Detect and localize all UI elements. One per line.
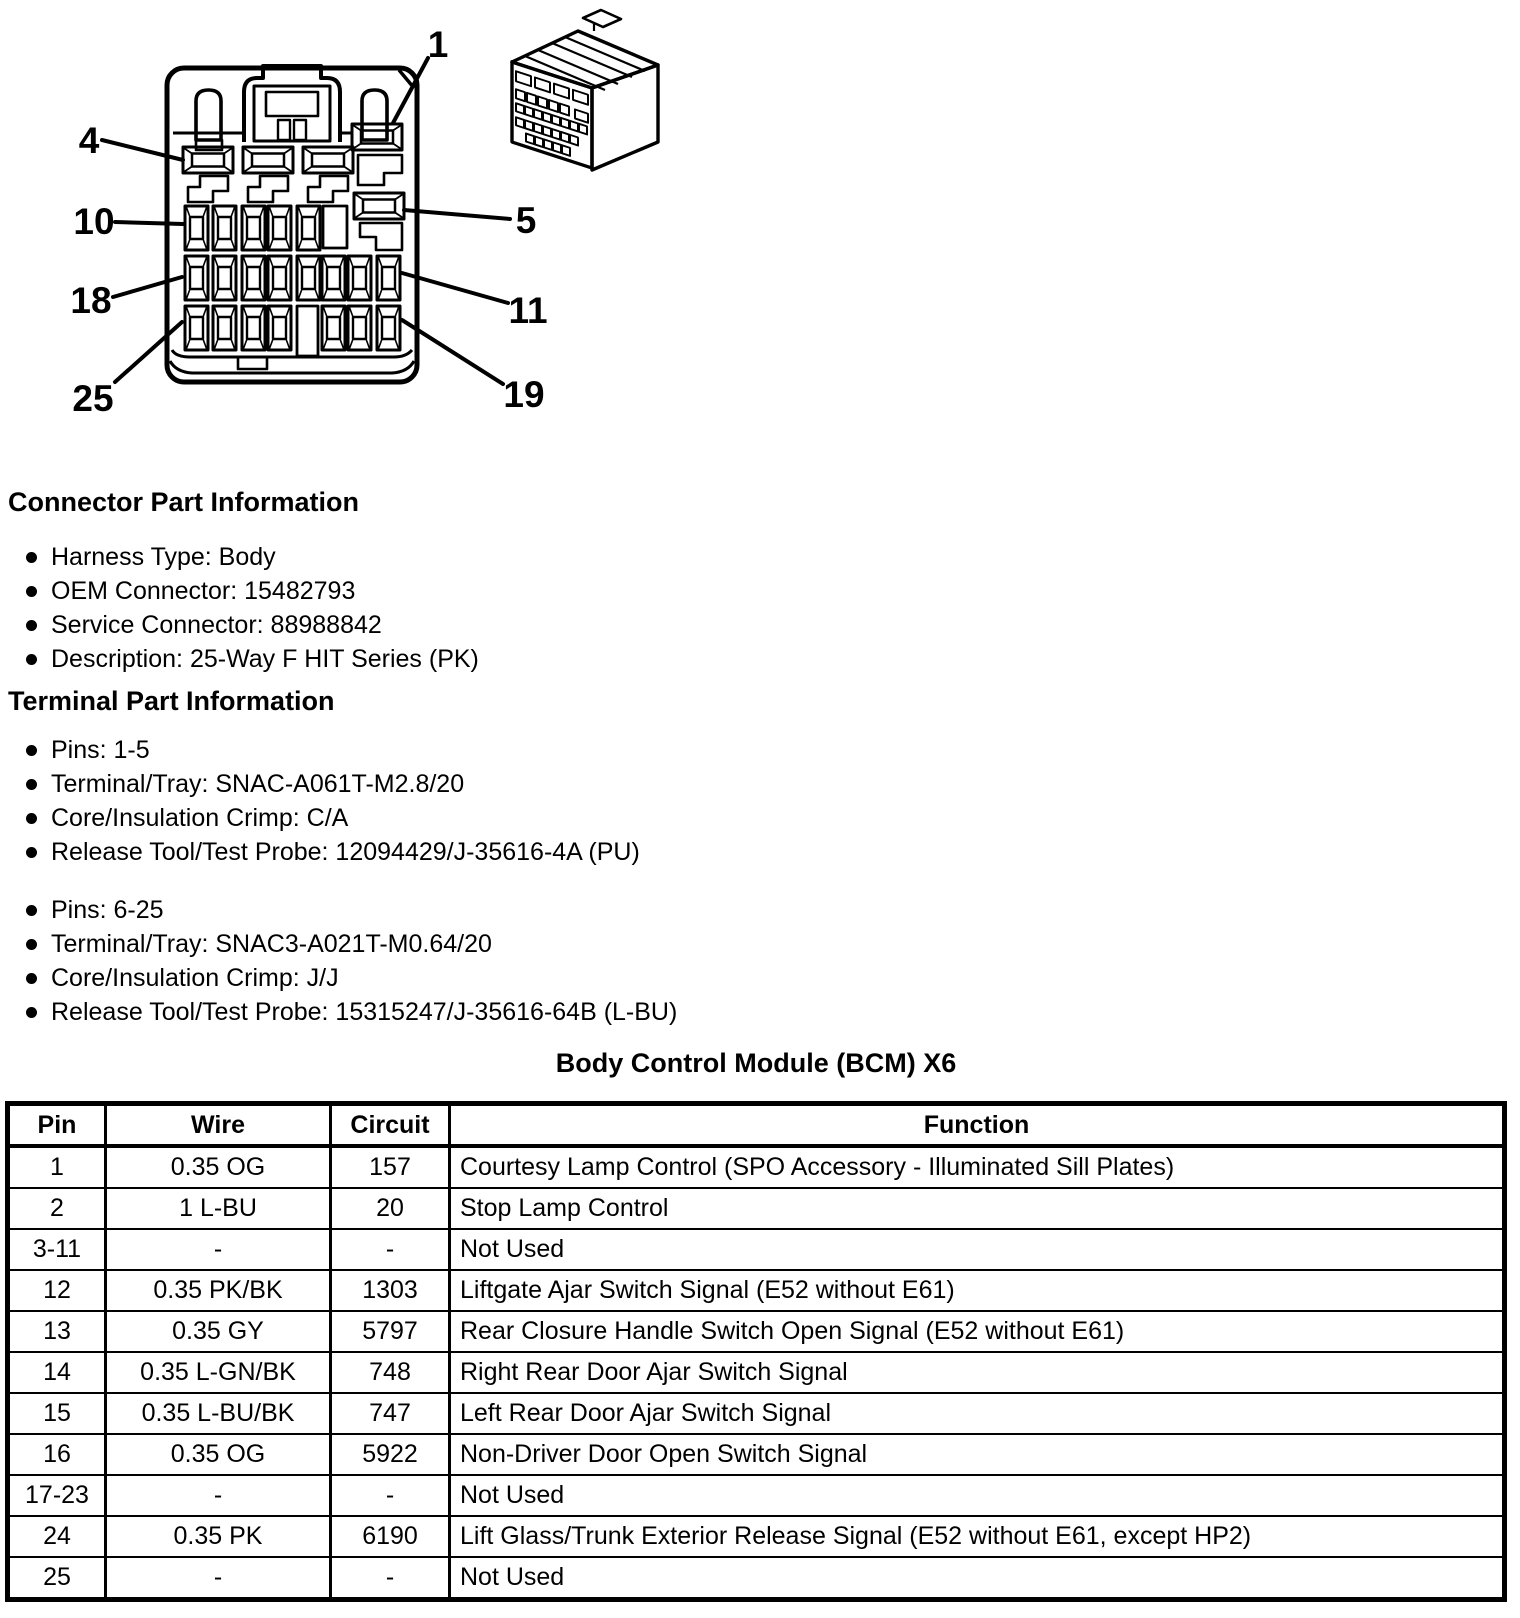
list-item bbox=[0, 995, 677, 1029]
cell-pin: 1 bbox=[8, 1146, 106, 1188]
bullet-dot-icon bbox=[26, 654, 37, 665]
cell-function: Non-Driver Door Open Switch Signal bbox=[450, 1434, 1505, 1475]
cell-circuit: 5797 bbox=[331, 1311, 450, 1352]
bullet-text: Release Tool/Test Probe: 12094429/J-35616-4A (PU) bbox=[51, 837, 640, 866]
column-header-pin: Pin bbox=[8, 1104, 106, 1147]
callout-leader-lines bbox=[102, 58, 510, 384]
table-row bbox=[8, 1311, 1505, 1352]
list-item bbox=[0, 927, 677, 961]
terminal-info-list-pins-1-5 bbox=[0, 733, 640, 869]
cell-function: Left Rear Door Ajar Switch Signal bbox=[450, 1393, 1505, 1434]
list-item bbox=[0, 642, 479, 676]
column-header-wire: Wire bbox=[106, 1104, 331, 1147]
cell-function: Lift Glass/Trunk Exterior Release Signal (E52 without E61, except HP2) bbox=[450, 1516, 1505, 1557]
cell-circuit: 6190 bbox=[331, 1516, 450, 1557]
cell-circuit: 20 bbox=[331, 1188, 450, 1229]
table-row bbox=[8, 1188, 1505, 1229]
cell-function: Not Used bbox=[450, 1229, 1505, 1270]
cell-function: Not Used bbox=[450, 1475, 1505, 1516]
list-item bbox=[0, 893, 677, 927]
cell-wire: 0.35 L-GN/BK bbox=[106, 1352, 331, 1393]
cell-wire: 0.35 L-BU/BK bbox=[106, 1393, 331, 1434]
cell-pin: 14 bbox=[8, 1352, 106, 1393]
bullet-dot-icon bbox=[26, 620, 37, 631]
cell-pin: 25 bbox=[8, 1557, 106, 1600]
cell-pin: 17-23 bbox=[8, 1475, 106, 1516]
cell-pin: 3-11 bbox=[8, 1229, 106, 1270]
connector-pinout-diagram bbox=[0, 0, 700, 440]
cell-circuit: 157 bbox=[331, 1146, 450, 1188]
table-row bbox=[8, 1393, 1505, 1434]
list-item bbox=[0, 574, 479, 608]
bullet-text: Core/Insulation Crimp: J/J bbox=[51, 963, 339, 992]
cell-wire: 0.35 PK bbox=[106, 1516, 331, 1557]
table-row bbox=[8, 1475, 1505, 1516]
cell-wire: 0.35 OG bbox=[106, 1434, 331, 1475]
cell-pin: 12 bbox=[8, 1270, 106, 1311]
cell-function: Right Rear Door Ajar Switch Signal bbox=[450, 1352, 1505, 1393]
bullet-text: Service Connector: 88988842 bbox=[51, 610, 382, 639]
bullet-dot-icon bbox=[26, 779, 37, 790]
pin-callout-19: 19 bbox=[503, 374, 545, 415]
cell-function: Not Used bbox=[450, 1557, 1505, 1600]
cell-wire: 0.35 PK/BK bbox=[106, 1270, 331, 1311]
pin-table-title: Body Control Module (BCM) X6 bbox=[555, 1048, 957, 1078]
column-header-function: Function bbox=[450, 1104, 1505, 1147]
pin-callout-25: 25 bbox=[72, 378, 114, 419]
column-header-circuit: Circuit bbox=[331, 1104, 450, 1147]
cell-function: Stop Lamp Control bbox=[450, 1188, 1505, 1229]
list-item bbox=[0, 835, 640, 869]
bullet-dot-icon bbox=[26, 552, 37, 563]
bullet-dot-icon bbox=[26, 905, 37, 916]
list-item bbox=[0, 733, 640, 767]
cell-pin: 16 bbox=[8, 1434, 106, 1475]
list-item bbox=[0, 801, 640, 835]
terminal-part-info-heading: Terminal Part Information bbox=[8, 686, 335, 716]
terminal-info-list-pins-6-25 bbox=[0, 893, 677, 1029]
cell-wire: - bbox=[106, 1557, 331, 1600]
list-item bbox=[0, 540, 479, 574]
cell-circuit: 748 bbox=[331, 1352, 450, 1393]
bullet-text: Pins: 6-25 bbox=[51, 895, 164, 924]
cell-wire: - bbox=[106, 1229, 331, 1270]
table-row bbox=[8, 1146, 1505, 1188]
bullet-text: Pins: 1-5 bbox=[51, 735, 150, 764]
pin-callout-5: 5 bbox=[515, 200, 537, 241]
table-row bbox=[8, 1229, 1505, 1270]
bullet-text: Description: 25-Way F HIT Series (PK) bbox=[51, 644, 479, 673]
table-header-row bbox=[8, 1104, 1505, 1147]
bullet-text: Release Tool/Test Probe: 15315247/J-35616-64B (L-BU) bbox=[51, 997, 678, 1026]
cell-pin: 13 bbox=[8, 1311, 106, 1352]
bullet-dot-icon bbox=[26, 847, 37, 858]
cell-circuit: 747 bbox=[331, 1393, 450, 1434]
bullet-text: Harness Type: Body bbox=[51, 542, 276, 571]
connector-3d-view bbox=[512, 10, 658, 170]
pin-function-table bbox=[5, 1101, 1507, 1602]
table-row bbox=[8, 1516, 1505, 1557]
table-row bbox=[8, 1557, 1505, 1600]
pin-callout-10: 10 bbox=[73, 201, 115, 242]
bullet-text: OEM Connector: 15482793 bbox=[51, 576, 356, 605]
bullet-dot-icon bbox=[26, 586, 37, 597]
cell-circuit: - bbox=[331, 1229, 450, 1270]
list-item bbox=[0, 767, 640, 801]
cell-circuit: - bbox=[331, 1475, 450, 1516]
cell-function: Courtesy Lamp Control (SPO Accessory - Illuminated Sill Plates) bbox=[450, 1146, 1505, 1188]
pin-callout-18: 18 bbox=[70, 280, 112, 321]
cell-pin: 2 bbox=[8, 1188, 106, 1229]
cell-function: Liftgate Ajar Switch Signal (E52 without E61) bbox=[450, 1270, 1505, 1311]
pin-callout-1: 1 bbox=[427, 24, 449, 65]
cell-wire: 0.35 OG bbox=[106, 1146, 331, 1188]
table-row bbox=[8, 1270, 1505, 1311]
pin-callout-4: 4 bbox=[78, 120, 100, 161]
bullet-dot-icon bbox=[26, 813, 37, 824]
table-row bbox=[8, 1352, 1505, 1393]
cell-function: Rear Closure Handle Switch Open Signal (E52 without E61) bbox=[450, 1311, 1505, 1352]
bullet-dot-icon bbox=[26, 939, 37, 950]
cell-pin: 24 bbox=[8, 1516, 106, 1557]
bullet-text: Terminal/Tray: SNAC-A061T-M2.8/20 bbox=[51, 769, 465, 798]
connector-face-view bbox=[167, 66, 417, 382]
cell-wire: 0.35 GY bbox=[106, 1311, 331, 1352]
bullet-text: Terminal/Tray: SNAC3-A021T-M0.64/20 bbox=[51, 929, 492, 958]
list-item bbox=[0, 961, 677, 995]
cell-wire: 1 L-BU bbox=[106, 1188, 331, 1229]
cell-circuit: - bbox=[331, 1557, 450, 1600]
bullet-dot-icon bbox=[26, 1007, 37, 1018]
bullet-dot-icon bbox=[26, 745, 37, 756]
table-row bbox=[8, 1434, 1505, 1475]
connector-part-info-list bbox=[0, 540, 479, 676]
pin-callout-11: 11 bbox=[508, 290, 548, 331]
cell-pin: 15 bbox=[8, 1393, 106, 1434]
cell-circuit: 1303 bbox=[331, 1270, 450, 1311]
cell-circuit: 5922 bbox=[331, 1434, 450, 1475]
list-item bbox=[0, 608, 479, 642]
bullet-text: Core/Insulation Crimp: C/A bbox=[51, 803, 349, 832]
connector-part-info-heading: Connector Part Information bbox=[8, 487, 360, 517]
cell-wire: - bbox=[106, 1475, 331, 1516]
bullet-dot-icon bbox=[26, 973, 37, 984]
